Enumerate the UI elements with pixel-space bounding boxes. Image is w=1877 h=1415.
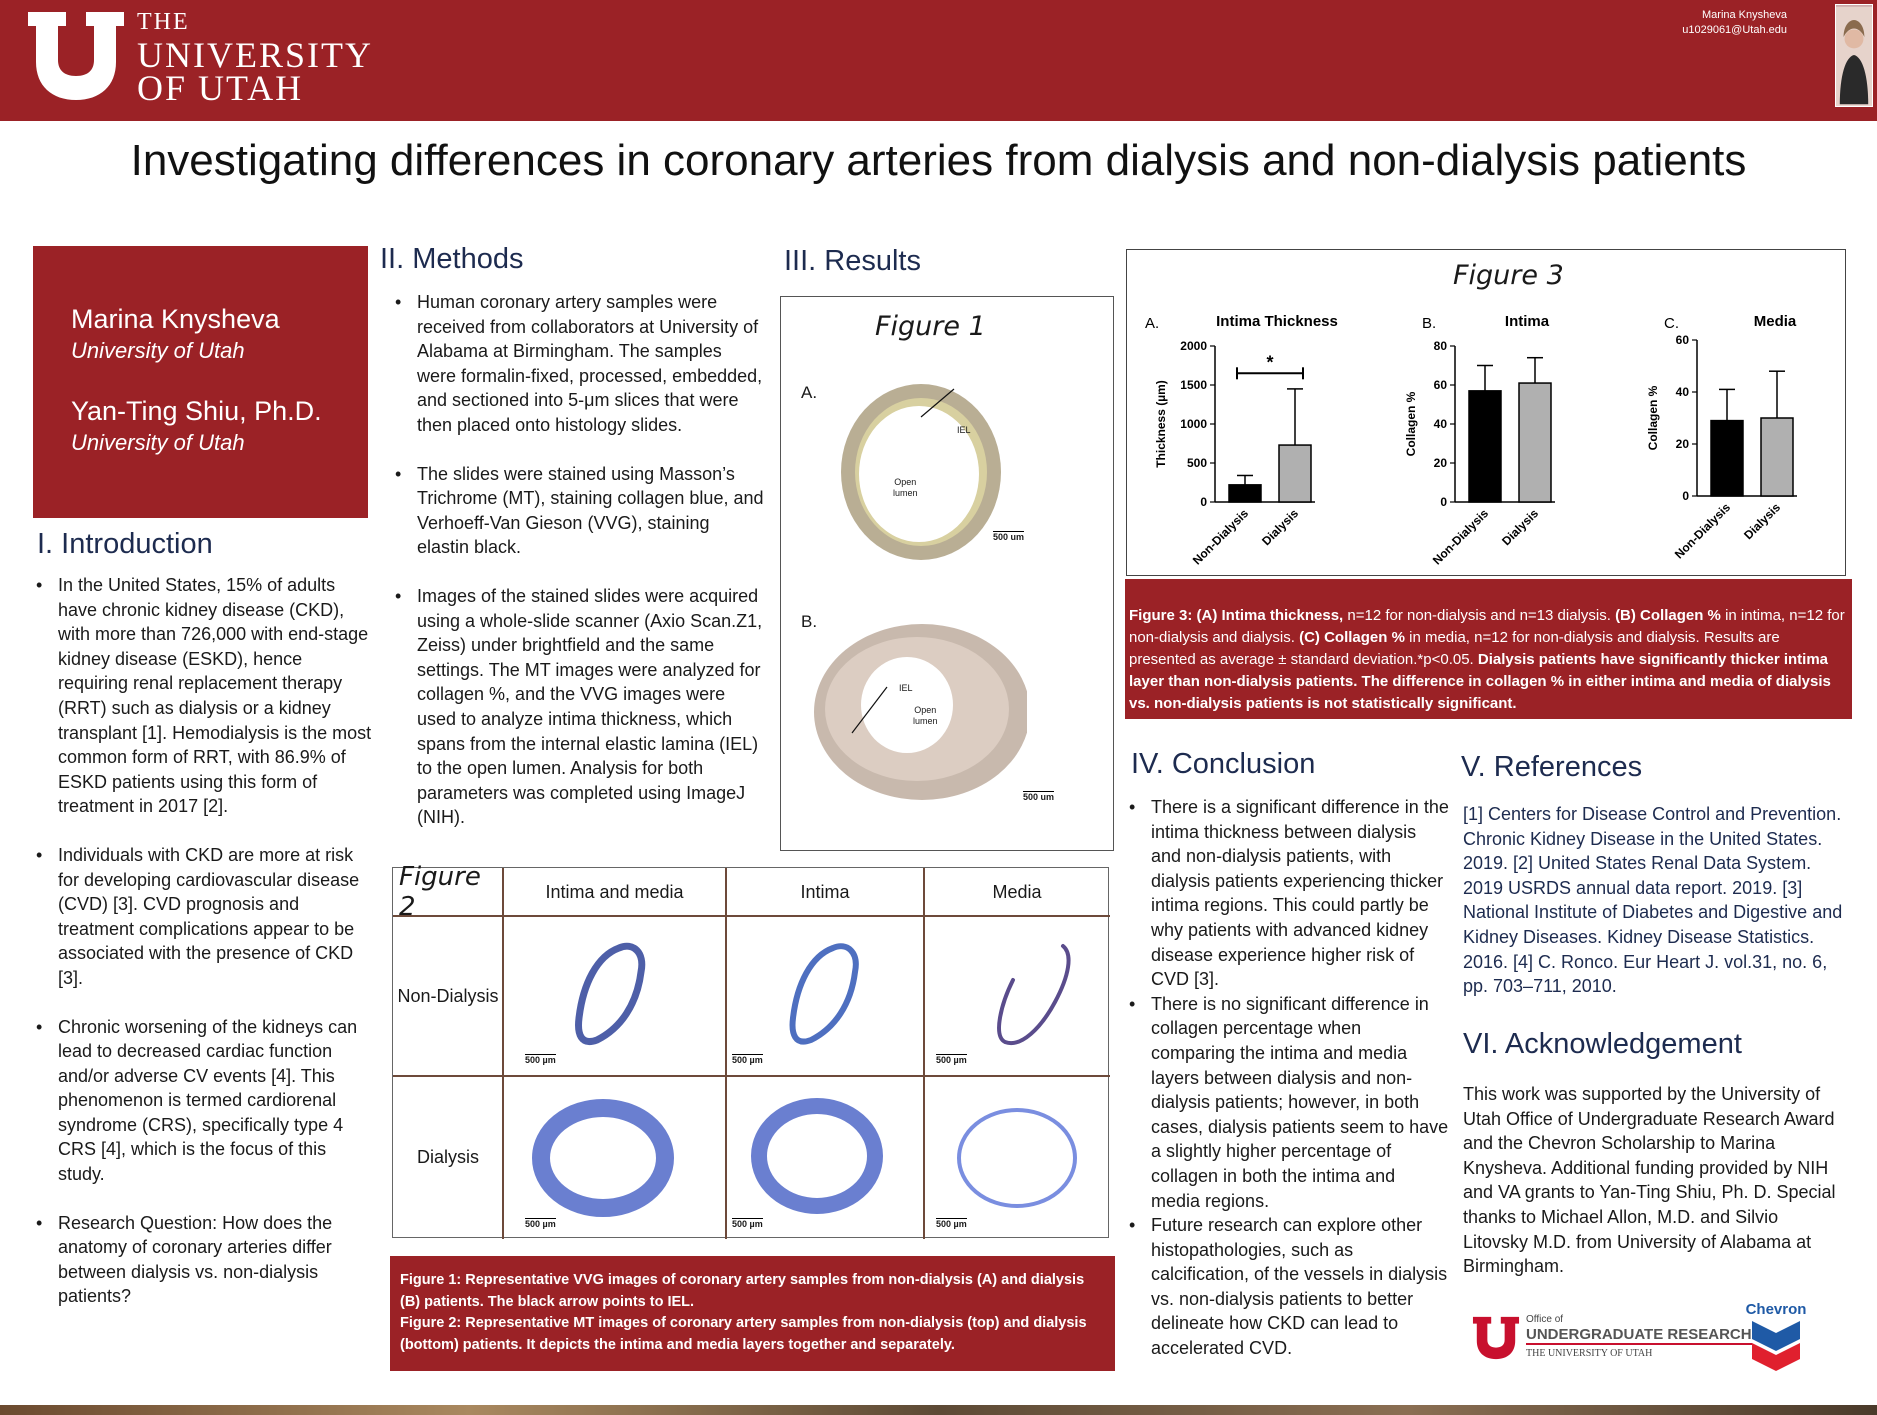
author-2-name: Yan-Ting Shiu, Ph.D. [71,396,322,426]
figure-1-label-b: B. [801,612,818,631]
fig2-row-dialysis: Dialysis [416,1147,479,1167]
intro-bullet: • Chronic worsening of the kidneys can lead to decreased cardiac function and/or adverse CV events [4]. This phenomenon is termed cardiorenal syndrome (CRS), specifically type 4 CRS [4], which is the focus of this study. [34,1015,372,1187]
fig2-scale-bar: 500 µm [936,1055,967,1065]
chart-panel-label: C. [1664,315,1679,332]
c3-b: n=12 for non-dialysis and n=13 dialysis. [1343,607,1616,624]
chart-panel-label: A. [1145,315,1160,332]
chart-y-tick-label: 20 [1675,437,1689,451]
chart-x-tick-label: Dialysis [1259,506,1302,549]
author-photo [1835,4,1873,107]
chart-bar [1711,421,1743,496]
chart-y-tick-label: 500 [1186,456,1207,470]
author-1-name: Marina Knysheva [71,304,280,334]
header-author [1682,8,1787,38]
acknowledgement-heading: VI. Acknowledgement [1463,1028,1742,1060]
uni-line-1: THE [137,9,190,35]
fig2-scale-bar: 500 µm [936,1219,967,1229]
chart-y-tick-label: 60 [1433,378,1447,392]
chart-x-tick-label: Dialysis [1499,506,1542,549]
figure-3 [1126,249,1846,576]
figure-1-2-caption [390,1256,1115,1371]
chart-y-tick-label: 1500 [1180,378,1207,392]
fig2-col-intima-media: Intima and media [545,881,684,902]
c3-f: in media, n=12 for non-dialysis and dialysis. Results are presented as average ± standard deviation.*p<0.05. [1129,629,1780,668]
uni-line-2: UNIVERSITY [137,35,373,75]
chart-y-tick-label: 0 [1200,495,1207,509]
university-wordmark [137,6,373,108]
chart-y-tick-label: 80 [1433,339,1447,353]
fig2-col-intima: Intima [800,881,850,902]
uni-line-3: OF UTAH [137,68,304,108]
chart-title: Intima [1504,313,1550,330]
intro-heading: I. Introduction [37,528,213,560]
c3-d: in intima, n=12 for non-dialysis and dialysis. [1129,607,1845,646]
fig2-col-media: Media [992,881,1042,902]
methods-bullet: • The slides were stained using Masson’s Trichrome (MT), staining collagen blue, and Verhoeff-Van Gieson (VVG), staining elastin black. [393,462,765,560]
fig1a-scale-bar: 500 um [993,532,1025,542]
fig2-scale-bar: 500 µm [525,1219,556,1229]
chart-y-axis-label: Collagen % [1404,391,1418,457]
chart-x-tick-label: Non-Dialysis [1429,506,1492,568]
conclusion-bullet: • Future research can explore other histopathologies, such as calcification, of the vessels in dialysis vs. non-dialysis patients to better delineate how CKD can lead to accelerated CVD. [1127,1213,1449,1361]
chart-y-tick-label: 0 [1682,489,1689,503]
chart-bar [1229,485,1261,502]
chart-bar [1279,445,1311,502]
poster-title: Investigating differences in coronary arteries from dialysis and non-dialysis patients [130,136,1747,185]
methods-list [393,290,765,854]
figure-3-caption [1125,579,1852,719]
fig1a-lumen: lumen [893,488,918,498]
intro-bullet: • Individuals with CKD are more at risk for developing cardiovascular disease (CVD) [3]. CVD prognosis and treatment complications appear to be associated with the presence of CKD [3]. [34,843,372,991]
header-author-name: Marina Knysheva [1702,9,1787,21]
caption-fig1: Figure 1: Representative VVG images of coronary artery samples from non-dialysis (A) and dialysis (B) patients. The black arrow points to IEL. [400,1272,1085,1310]
chart-y-axis-label: Thickness (µm) [1154,380,1168,468]
chevron-emblem-icon [1750,1319,1802,1371]
conclusion-bullet: • There is a significant difference in the intima thickness between dialysis and non-dialysis patients, with dialysis patients experiencing thicker intima regions. This could partly be why patients with advanced kidney disease experience higher risk of CVD [3]. [1127,795,1449,992]
chart-bar [1519,383,1551,502]
methods-heading: II. Methods [380,243,524,275]
fig2-scale-bar: 500 µm [732,1055,763,1065]
ugr-line-3: THE UNIVERSITY OF UTAH [1526,1348,1653,1359]
figure-2 [392,862,1109,1238]
c3-e: (C) Collagen % [1299,629,1405,646]
chart-y-tick-label: 20 [1433,456,1447,470]
header-author-email: u1029061@Utah.edu [1682,24,1787,36]
fig2-scale-bar: 500 µm [732,1219,763,1229]
chart-x-tick-label: Dialysis [1741,500,1784,543]
methods-bullet: • Images of the stained slides were acquired using a whole-slide scanner (Axio Scan.Z1, Zeiss) under brightfield and the same settings. The MT images were analyzed for collagen %, and the VVG images were used to analyze intima thickness, which spans from the internal elastic lamina (IEL) to the open lumen. Analysis for both parameters was completed using ImageJ (NIH). [393,584,765,830]
author-1-affiliation: University of Utah [71,338,245,363]
author-2-affiliation: University of Utah [71,430,245,455]
chevron-wordmark: Chevron [1745,1301,1807,1318]
header-banner [0,0,1877,121]
chart-significance-star: * [1266,352,1274,373]
fig1b-iel-label: IEL [899,683,913,693]
references-heading: V. References [1461,751,1643,783]
chart-y-tick-label: 2000 [1180,339,1207,353]
figure-1 [780,296,1114,851]
vvg-artery-image-b [797,617,1027,807]
fig1a-open: Open [894,477,917,487]
chart-y-tick-label: 1000 [1180,417,1207,431]
intro-bullet: • In the United States, 15% of adults have chronic kidney disease (CKD), with more than 726,000 with end-stage kidney disease (ESKD), hence requiring renal replacement therapy (RRT) such as dialysis or a kidney transplant [1]. Hemodialysis is the most common form of RRT, with 86.9% of ESKD patients using this form of treatment in 2017 [2]. [34,573,372,819]
conclusion-heading: IV. Conclusion [1131,748,1316,780]
chart-y-axis-label: Collagen % [1646,385,1660,451]
ugr-line-1: Office of [1526,1314,1564,1325]
intro-bullet: • Research Question: How does the anatomy of coronary arteries differ between dialysis vs. non-dialysis patients? [34,1211,372,1309]
chart-y-tick-label: 0 [1440,495,1447,509]
references-text: [1] Centers for Disease Control and Prevention. Chronic Kidney Disease in the United States. 2019. [2] United States Renal Data System. 2019 USRDS annual data report. 2019. [3] National Institute of Diabetes and Digestive and Kidney Diseases. Kidney Disease Statistics. 2016. [4] C. Ronco. Eur Heart J. vol.31, no. 6, pp. 703–711, 2010. [1463,804,1843,997]
c3-c: (B) Collagen % [1615,607,1721,624]
chart-bar [1469,391,1501,502]
conclusion-list [1127,795,1449,1361]
ugr-u-icon [1472,1314,1520,1362]
chevron-logo [1744,1301,1808,1373]
chart-panel-label: B. [1422,315,1437,332]
conclusion-bullet: • There is no significant difference in collagen percentage when comparing the intima and media layers between dialysis and non-dialysis patients; however, in both cases, dialysis patients seem to have a slightly higher percentage of collagen in both the intima and media regions. [1127,992,1449,1213]
methods-bullet: • Human coronary artery samples were received from collaborators at University of Alabama at Birmingham. The samples were formalin-fixed, processed, embedded, and sectioned into 5-μm slices that were then placed onto histology slides. [393,290,765,438]
figure-1-label-a: A. [801,383,818,402]
fig1b-open: Open [914,705,937,715]
c3-a: Figure 3: (A) Intima thickness, [1129,607,1344,624]
chart-title: Intima Thickness [1216,313,1338,330]
figure-3-charts [1127,250,1847,577]
c3-g: Dialysis patients have significantly thicker intima layer than non-dialysis patients. The difference in collagen % in either intima and media of dialysis vs. non-dialysis patients is not statistically significant. [1129,651,1831,712]
fig1b-lumen: lumen [913,716,938,726]
chart-y-tick-label: 40 [1675,385,1689,399]
fig1a-lumen-label [893,477,918,499]
bottom-decor-strip [0,1405,1877,1415]
fig1a-iel-label: IEL [957,425,971,435]
chart-x-tick-label: Non-Dialysis [1189,506,1252,568]
figure-3-title: Figure 3 [1453,260,1564,291]
acknowledgement-text: This work was supported by the University of Utah Office of Undergraduate Research Award and the Chevron Scholarship to Marina Knysheva. Additional funding provided by NIH and VA grants to Yan-Ting Shiu, Ph. D. Special thanks to Michael Allon, M.D. and Silvio Litovsky M.D. from University of Alabama at Birmingham. [1463,1084,1836,1277]
ugr-logo [1472,1310,1752,1370]
results-heading: III. Results [784,245,921,277]
fig2-scale-bar: 500 µm [525,1055,556,1065]
figure-1-title: Figure 1 [875,311,986,342]
chart-title: Media [1753,313,1797,330]
intro-list [34,573,372,1333]
fig1b-lumen-label [913,705,938,727]
university-u-logo-icon [26,10,126,102]
chart-x-tick-label: Non-Dialysis [1671,500,1734,562]
chart-y-tick-label: 60 [1675,333,1689,347]
chart-bar [1761,418,1793,496]
vvg-artery-image-a [831,377,1011,567]
figure-2-title: Figure 2 [399,862,481,922]
author-box [33,246,368,518]
caption-fig2: Figure 2: Representative MT images of coronary artery samples from non-dialysis (top) and dialysis (bottom) patients. It depicts the intima and media layers together and separately. [400,1315,1087,1353]
fig2-row-non-dialysis: Non-Dialysis [397,985,499,1006]
chart-y-tick-label: 40 [1433,417,1447,431]
ugr-line-2: UNDERGRADUATE RESEARCH [1526,1326,1752,1343]
fig1b-scale-bar: 500 um [1023,792,1055,802]
